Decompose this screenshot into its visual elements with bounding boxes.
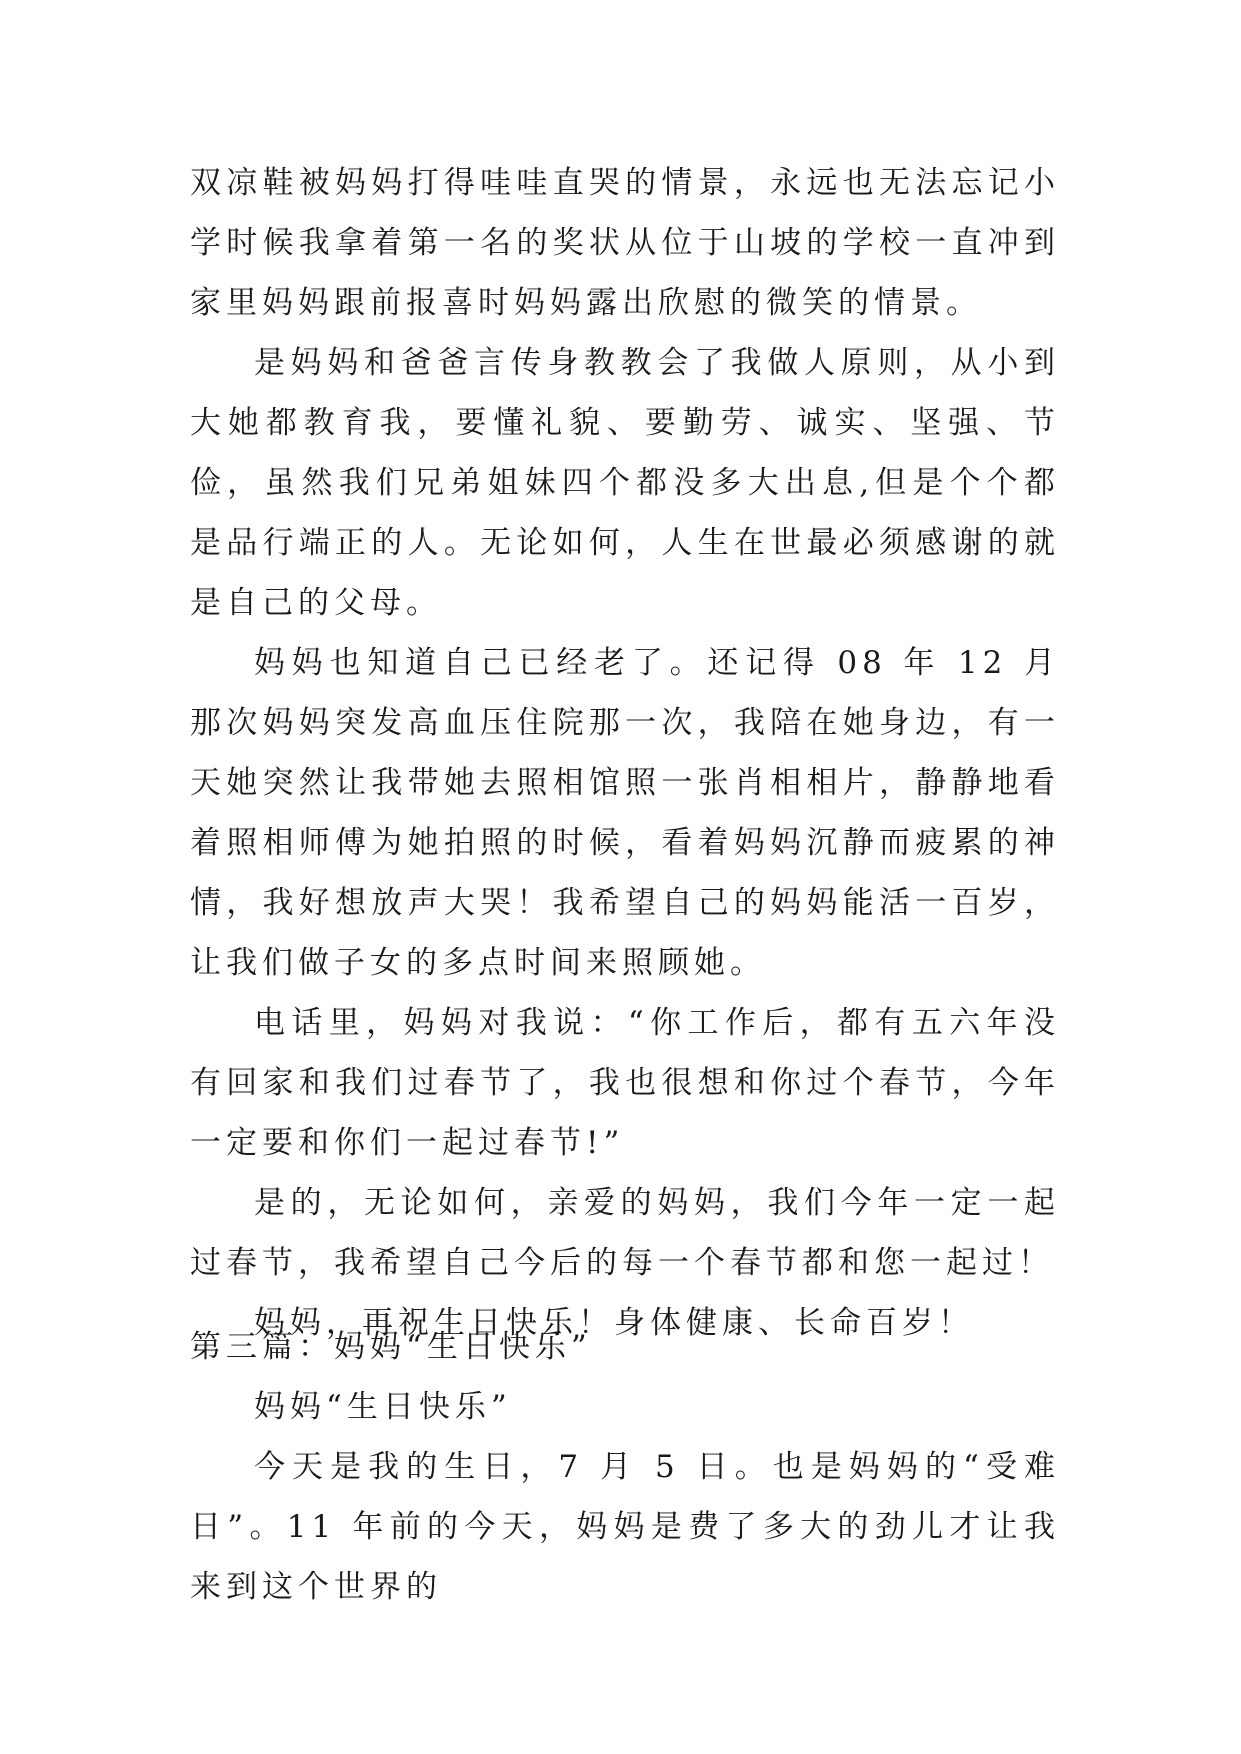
article-subtitle: 妈妈“生日快乐” [254,1389,512,1425]
paragraph-upbringing: 是妈妈和爸爸言传身教教会了我做人原则，从小到大她都教育我，要懂礼貌、要勤劳、诚实、坚强、节俭，虽然我们兄弟姐妹四个都没多大出息,但是个个都是品行端正的人。无论如何，人生在世最必须感谢的就是自己的父母。 [190,345,1060,621]
paragraph-birthday-wish: 妈妈，再祝生日快乐！身体健康、长命百岁！ [254,1305,974,1341]
paragraph-phone-call: 电话里，妈妈对我说：“你工作后，都有五六年没有回家和我们过春节了，我也很想和你过个春节，今年一定要和你们一起过春节!” [190,1005,1060,1161]
paragraph-continued: 双凉鞋被妈妈打得哇哇直哭的情景，永远也无法忘记小学时候我拿着第一名的奖状从位于山坡的学校一直冲到家里妈妈跟前报喜时妈妈露出欣慰的微笑的情景。 [190,165,1060,321]
article-body-continued [190,153,1060,1353]
paragraph-reply: 是的，无论如何，亲爱的妈妈，我们今年一定一起过春节，我希望自己今后的每一个春节都和您一起过！ [190,1185,1060,1281]
section-heading: 第三篇：妈妈“生日快乐” [190,1329,592,1365]
paragraph-birthday-intro: 今天是我的生日，7 月 5 日。也是妈妈的“受难日”。11 年前的今天，妈妈是费了多大的劲儿才让我来到这个世界的 [190,1449,1060,1605]
article-three [190,1317,1060,1617]
paragraph-hospital-memory: 妈妈也知道自己已经老了。还记得 08 年 12 月那次妈妈突发高血压住院那一次，我陪在她身边，有一天她突然让我带她去照相馆照一张肖相相片，静静地看着照相师傅为她拍照的时候，看着妈妈沉静而疲累的神情，我好想放声大哭！我希望自己的妈妈能活一百岁，让我们做子女的多点时间来照顾她。 [190,645,1060,981]
